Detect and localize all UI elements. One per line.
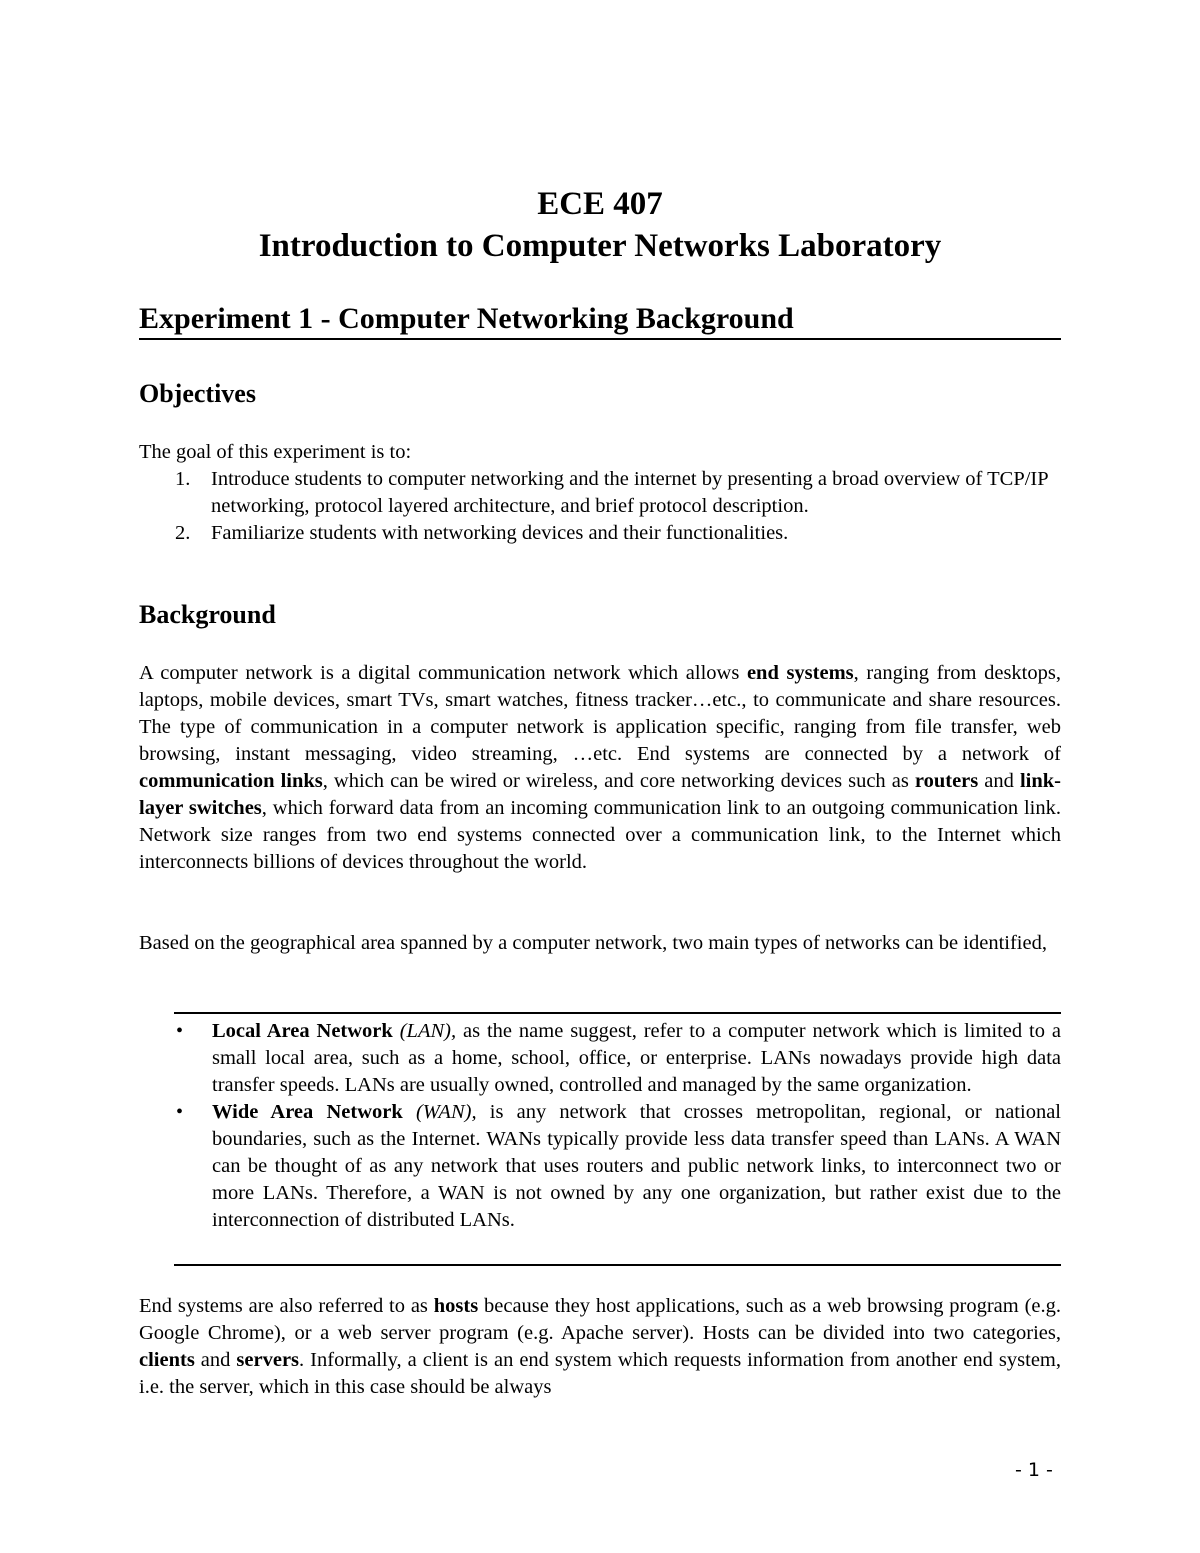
background-heading: Background bbox=[139, 600, 276, 629]
experiment-title: Experiment 1 - Computer Networking Background bbox=[139, 300, 1061, 340]
term-hosts: hosts bbox=[433, 1295, 479, 1317]
background-paragraph-2: Based on the geographical area spanned by a computer network, two main types of networks can be identified, bbox=[139, 932, 1047, 954]
term-clients: clients bbox=[139, 1349, 195, 1371]
text-run: , which forward data from an incoming communication link to an outgoing communication link. Network size ranges from two end systems connected over a communication link, to the Internet which interconnects billions of devices throughout the world. bbox=[139, 797, 1062, 873]
list-item bbox=[139, 520, 1061, 547]
network-type-abbr: (WAN), bbox=[415, 1101, 477, 1123]
text-run: and bbox=[978, 770, 1020, 792]
bullet-icon: • bbox=[176, 1020, 184, 1042]
network-type-name: Local Area Network bbox=[212, 1020, 393, 1042]
term-link-layer-switches: link-layer switches bbox=[139, 770, 1061, 819]
list-item bbox=[139, 466, 1061, 520]
list-item-text: Introduce students to computer networking and the internet by presenting a broad overview of TCP/IP networking, protocol layered architecture, and brief protocol description. bbox=[211, 468, 1048, 517]
text-run: , ranging from desktops, laptops, mobile devices, smart TVs, smart watches, fitness tracker…etc., to communicate and share resources. The type of communication in a computer network is application specific, ranging from file transfer, web browsing, instant messaging, video streaming, …etc. End systems are connected by a network of bbox=[139, 662, 1061, 765]
list-item bbox=[174, 1018, 1061, 1099]
network-type-description: is any network that crosses metropolitan, regional, or national boundaries, such as the Internet. WANs typically provide less data transfer speed than LANs. A WAN can be thought of as any network that uses routers and public network links, to interconnect two or more LANs. Therefore, a WAN is not owned by any one organization, but rather exist due to the interconnection of distributed LANs. bbox=[212, 1101, 1061, 1231]
network-types-box bbox=[174, 1012, 1061, 1266]
term-servers: servers bbox=[236, 1349, 300, 1371]
objectives-list bbox=[139, 466, 1061, 547]
text-run: and bbox=[194, 1349, 237, 1371]
hosts-paragraph bbox=[139, 1293, 1061, 1401]
term-communication-links: communication links bbox=[139, 770, 323, 792]
text-run: , which can be wired or wireless, and core networking devices such as bbox=[322, 770, 915, 792]
bullet-icon: • bbox=[176, 1101, 184, 1123]
course-code: ECE 407 bbox=[537, 186, 663, 222]
network-type-name: Wide Area Network bbox=[212, 1101, 403, 1123]
objectives-heading: Objectives bbox=[139, 379, 256, 408]
term-routers: routers bbox=[914, 770, 979, 792]
page-number: - 1 - bbox=[1015, 1459, 1053, 1481]
list-item-number: 2. bbox=[175, 522, 191, 544]
text-run: because they host applications, such as a web browsing program (e.g. Google Chrome), or a web server program (e.g. Apache server). Hosts can be divided into two categories, bbox=[139, 1295, 1061, 1344]
text-run: A computer network is a digital communication network which allows bbox=[139, 662, 747, 684]
list-item-number: 1. bbox=[175, 468, 191, 490]
course-name: Introduction to Computer Networks Laboratory bbox=[258, 228, 942, 264]
list-item bbox=[174, 1099, 1061, 1234]
objectives-intro: The goal of this experiment is to: bbox=[139, 441, 412, 463]
list-item-text: Familiarize students with networking devices and their functionalities. bbox=[211, 522, 789, 544]
network-type-abbr: (LAN), bbox=[399, 1020, 457, 1042]
text-run: End systems are also referred to as bbox=[139, 1295, 434, 1317]
background-paragraph-1 bbox=[139, 660, 1061, 876]
term-end-systems: end systems bbox=[746, 662, 854, 684]
text-run: . Informally, a client is an end system which requests information from another end system, i.e. the server, which in this case should be always bbox=[139, 1349, 1061, 1398]
network-types-list bbox=[174, 1018, 1061, 1234]
network-type-description: as the name suggest, refer to a computer network which is limited to a small local area, such as a home, school, office, or enterprise. LANs nowadays provide high data transfer speeds. LANs are usually owned, controlled and managed by the same organization. bbox=[212, 1020, 1061, 1096]
